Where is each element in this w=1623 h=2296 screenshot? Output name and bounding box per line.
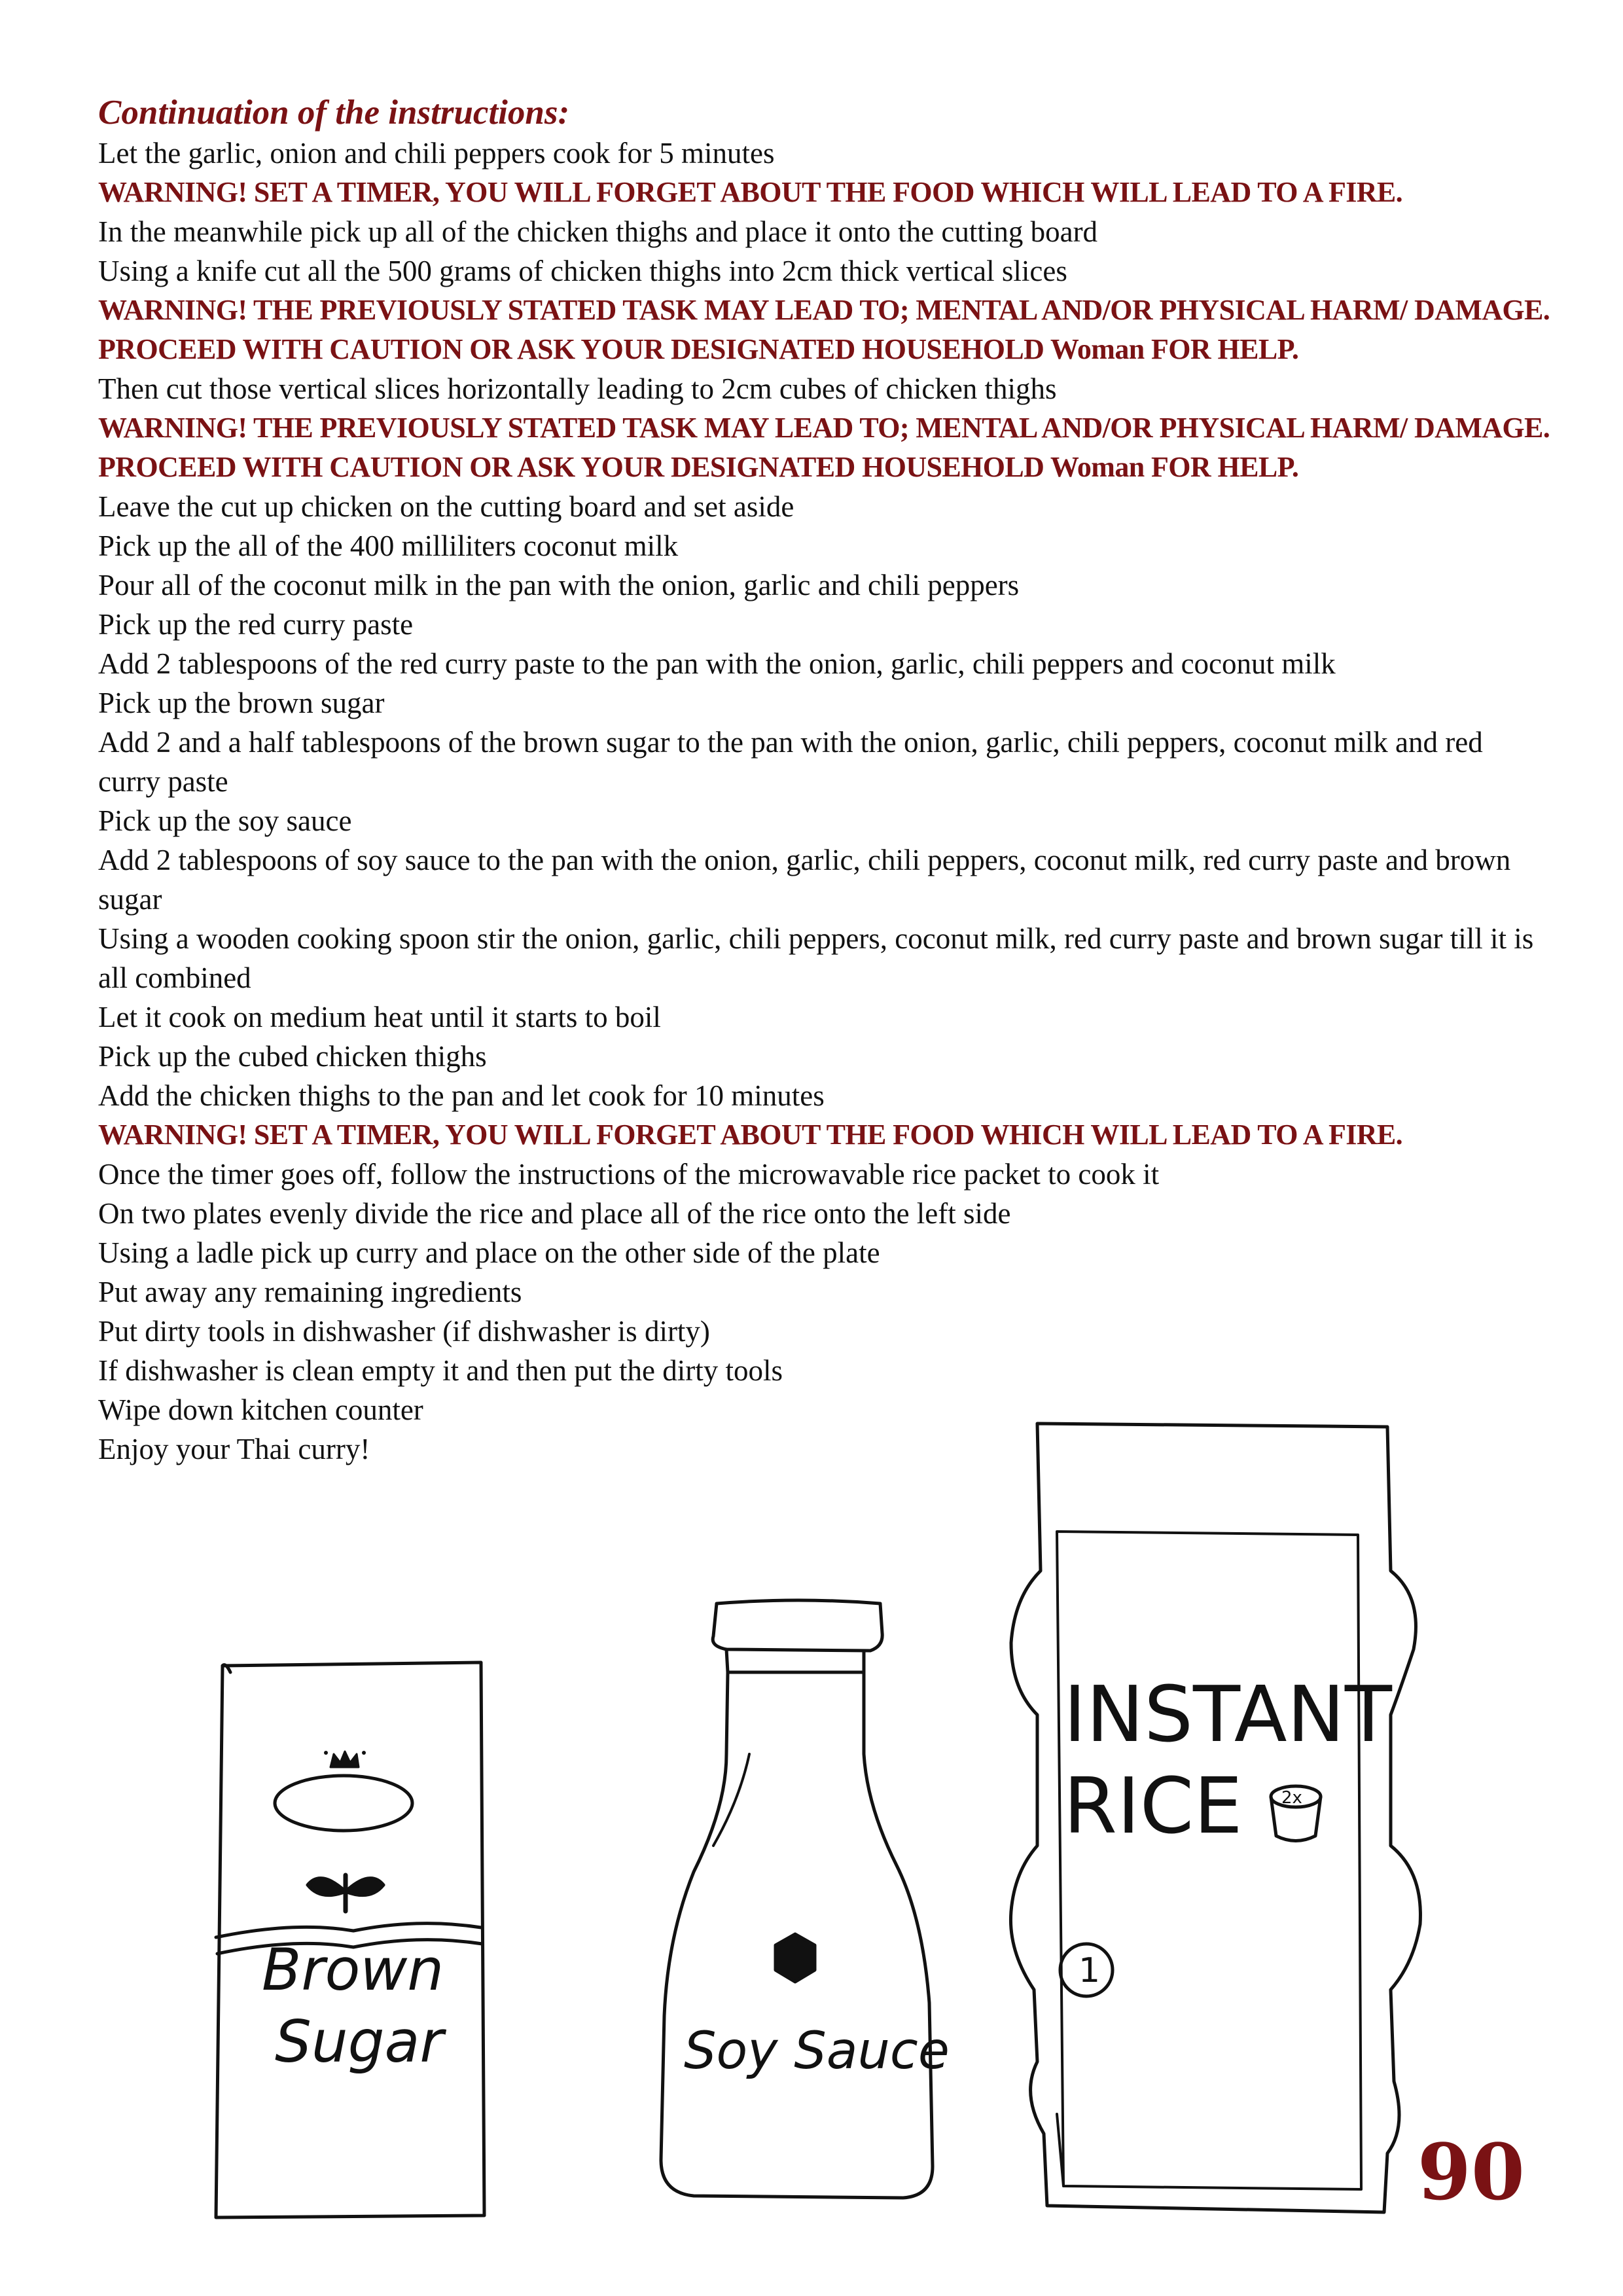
sprout-icon [308, 1875, 383, 1911]
instruction-line: Leave the cut up chicken on the cutting board and set aside [98, 490, 794, 523]
instruction-line: Put away any remaining ingredients [98, 1276, 522, 1308]
soy-sauce-bottle-illustration [661, 1600, 950, 2198]
instruction-line: Once the timer goes off, follow the instructions of the microwavable rice packet to cook it [98, 1158, 1160, 1191]
instruction-line: Then cut those vertical slices horizontally leading to 2cm cubes of chicken thighs [98, 372, 1057, 405]
instruction-line: Pick up the red curry paste [98, 608, 414, 641]
instruction-line: Let the garlic, onion and chili peppers cook for 5 minutes [98, 137, 775, 170]
instruction-line: Using a knife cut all the 500 grams of chicken thighs into 2cm thick vertical slices [98, 255, 1067, 287]
instruction-line: Pour all of the coconut milk in the pan with the onion, garlic and chili peppers [98, 569, 1020, 601]
instruction-line: Add the chicken thighs to the pan and let cook for 10 minutes [98, 1079, 825, 1112]
rice-badge-label: 2x [1281, 1788, 1302, 1808]
crown-icon [324, 1751, 366, 1767]
instruction-line: Put dirty tools in dishwasher (if dishwasher is dirty) [98, 1315, 710, 1348]
instruction-line: In the meanwhile pick up all of the chicken thighs and place it onto the cutting board [98, 215, 1098, 248]
brown-sugar-bag-illustration [216, 1662, 484, 2217]
instruction-line: If dishwasher is clean empty it and then put the dirty tools [98, 1354, 783, 1387]
instruction-line: Pick up the brown sugar [98, 687, 385, 719]
page-number: 90 [1417, 2126, 1525, 2217]
instruction-line: Pick up the all of the 400 milliliters coconut milk [98, 529, 679, 562]
instruction-line: Using a wooden cooking spoon stir the onion, garlic, chili peppers, coconut milk, red curry paste and brown sugar till it is all combined [98, 922, 1534, 994]
instruction-line: Add 2 and a half tablespoons of the brown sugar to the pan with the onion, garlic, chili peppers, coconut milk and red curry paste [98, 726, 1483, 798]
instruction-line: Add 2 tablespoons of the red curry paste to the pan with the onion, garlic, chili peppers and coconut milk [98, 647, 1336, 680]
brown-sugar-label-line1: Brown [262, 1936, 444, 2003]
instruction-line: Enjoy your Thai curry! [98, 1433, 370, 1465]
instruction-line: Pick up the soy sauce [98, 804, 352, 837]
warning-line: WARNING! SET A TIMER, YOU WILL FORGET ABOUT THE FOOD WHICH WILL LEAD TO A FIRE. [98, 176, 1403, 208]
rice-cup-icon [1271, 1786, 1321, 1841]
warning-line: WARNING! THE PREVIOUSLY STATED TASK MAY LEAD TO; MENTAL AND/OR PHYSICAL HARM/ DAMAGE. PROCEED WITH CAUTION OR ASK YOUR DESIGNATED HOUSEHOLD Woman FOR HELP. [98, 412, 1550, 483]
rice-circle-number: 1 [1079, 1951, 1101, 1990]
instruction-line: On two plates evenly divide the rice and place all of the rice onto the left side [98, 1197, 1011, 1230]
instant-rice-label-line2: RICE [1063, 1761, 1243, 1851]
instruction-line: Pick up the cubed chicken thighs [98, 1040, 487, 1073]
instruction-line: Let it cook on medium heat until it starts to boil [98, 1001, 661, 1033]
soy-sauce-label: Soy Sauce [684, 2022, 950, 2081]
warning-line: WARNING! THE PREVIOUSLY STATED TASK MAY LEAD TO; MENTAL AND/OR PHYSICAL HARM/ DAMAGE. PROCEED WITH CAUTION OR ASK YOUR DESIGNATED HOUSEHOLD Woman FOR HELP. [98, 294, 1550, 365]
instruction-line: Using a ladle pick up curry and place on the other side of the plate [98, 1236, 880, 1269]
brown-sugar-label-line2: Sugar [275, 2008, 444, 2075]
instant-rice-label-line1: INSTANT [1063, 1669, 1392, 1759]
instruction-line: Wipe down kitchen counter [98, 1393, 423, 1426]
instruction-line: Add 2 tablespoons of soy sauce to the pan with the onion, garlic, chili peppers, coconut milk, red curry paste and brown sugar [98, 844, 1511, 916]
instant-rice-packet-illustration [1010, 1424, 1420, 2212]
hexagon-icon [776, 1934, 815, 1982]
section-heading: Continuation of the instructions: [98, 94, 570, 132]
warning-line: WARNING! SET A TIMER, YOU WILL FORGET ABOUT THE FOOD WHICH WILL LEAD TO A FIRE. [98, 1119, 1403, 1151]
